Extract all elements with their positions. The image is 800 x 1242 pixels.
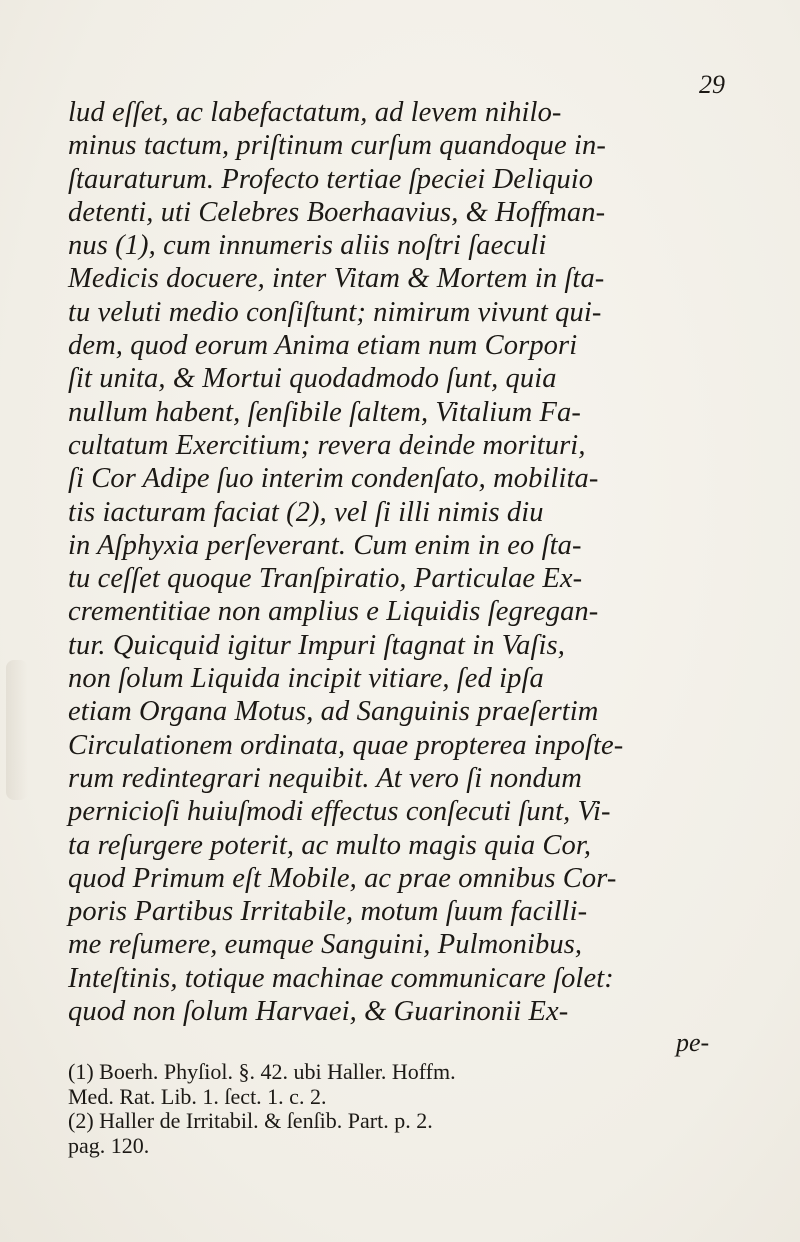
text-line: ta reſurgere poterit, ac multo magis quia Cor, [68,829,592,861]
text-line: minus tactum, priſtinum curſum quandoque in- [68,130,606,162]
text-line: ſi Cor Adipe ſuo interim condenſato, mobilita- [68,463,599,495]
text-line: lud eſſet, ac labefactatum, ad levem nihilo- [68,97,562,128]
text-line: quod Primum eſt Mobile, ac prae omnibus Cor- [68,862,617,894]
text-line: ſtauraturum. Profecto tertiae ſpeciei Deliquio [68,163,594,195]
text-line: nullum habent, ſenſibile ſaltem, Vitalium Fa- [68,396,581,428]
text-line: detenti, uti Celebres Boerhaavius, & Hoffman- [68,196,606,228]
text-line: me reſumere, eumque Sanguini, Pulmonibus, [68,929,583,961]
footnote-line: pag. 120. [68,1132,150,1158]
text-line: tu veluti medio conſiſtunt; nimirum vivunt qui- [68,296,602,328]
text-line: non ſolum Liquida incipit vitiare, ſed ipſa [68,663,544,695]
text-line: tur. Quicquid igitur Impuri ſtagnat in Vaſis, [68,629,565,661]
text-line: in Aſphyxia perſeverant. Cum enim in eo ſta- [68,529,582,561]
footnote-line: (1) Boerh. Phyſiol. §. 42. ubi Haller. Hoffm. [68,1059,456,1084]
text-line: Medicis docuere, inter Vitam & Mortem in ſta- [68,263,605,295]
main-text [68,96,768,1028]
text-line: crementitiae non amplius e Liquidis ſegregan- [68,596,599,628]
text-line: dem, quod eorum Anima etiam num Corpori [68,330,578,362]
footnote-line: (2) Haller de Irritabil. & ſenſib. Part. p. 2. [68,1108,433,1133]
page-number: 29 [699,70,725,99]
footnote-line: Med. Rat. Lib. 1. ſect. 1. c. 2. [68,1083,327,1109]
text-line: tu ceſſet quoque Tranſpiratio, Particulae Ex- [68,563,583,595]
text-line: cultatum Exercitium; revera deinde morituri, [68,429,586,461]
text-line: Circulationem ordinata, quae propterea inpoſte- [68,729,624,761]
text-line: pernicioſi huiuſmodi effectus conſecuti ſunt, Vi- [68,796,611,828]
text-line: quod non ſolum Harvaei, & Guarinonii Ex- [68,996,569,1028]
text-line: tis iacturam faciat (2), vel ſi illi nimis diu [68,496,544,528]
page-stain [6,660,28,800]
footnotes [68,1060,768,1158]
text-line: nus (1), cum innumeris aliis noſtri ſaeculi [68,230,547,262]
text-line: poris Partibus Irritabile, motum ſuum facilli- [68,896,588,928]
catchword: pe- [676,1028,710,1057]
text-line: etiam Organa Motus, ad Sanguinis praeſertim [68,696,599,728]
text-line: Inteſtinis, totique machinae communicare ſolet: [68,962,614,994]
text-line: rum redintegrari nequibit. At vero ſi nondum [68,762,582,794]
text-line: ſit unita, & Mortui quodadmodo ſunt, quia [68,363,557,395]
